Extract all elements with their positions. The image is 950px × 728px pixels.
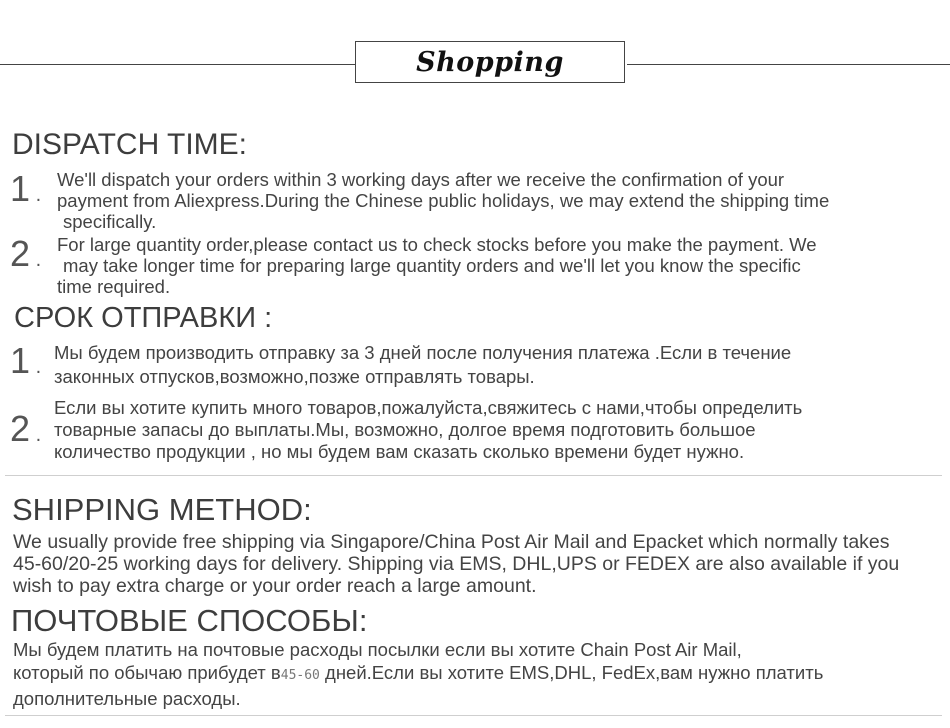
dispatch-ru-item-1-text xyxy=(54,341,791,389)
shipping-ru-heading: ПОЧТОВЫЕ СПОСОБЫ: xyxy=(11,603,368,638)
shipping-en-line-1: We usually provide free shipping via Singapore/China Post Air Mail and Epacket which normally takes xyxy=(13,531,890,553)
shipping-en-line-2: 45-60/20-25 working days for delivery. Shipping via EMS, DHL,UPS or FEDEX are also available if you xyxy=(13,553,900,575)
shipping-ru-line-2 xyxy=(13,661,823,687)
shipping-ru-line-2-start: который по обычаю прибудет в xyxy=(13,662,281,683)
section-divider-2 xyxy=(5,715,942,716)
dispatch-ru-item-2-text xyxy=(54,397,802,463)
dispatch-ru-item-2-line-3: количество продукции , но мы будем вам сказать сколько времени будет нужно. xyxy=(54,441,745,462)
dispatch-en-item-1-line-2: payment from Aliexpress.During the Chinese public holidays, we may extend the shipping time xyxy=(57,190,830,211)
dispatch-en-item-1-line-1: We'll dispatch your orders within 3 working days after we receive the confirmation of your xyxy=(57,169,785,190)
dispatch-ru-item-1-line-2: законных отпусков,возможно,позже отправлять товары. xyxy=(54,366,535,387)
shipping-ru-line-3: дополнительные расходы. xyxy=(13,688,241,709)
shipping-en-heading: SHIPPING METHOD: xyxy=(12,492,312,527)
dispatch-en-item-1-text xyxy=(57,169,829,232)
list-number-dot: . xyxy=(30,184,42,206)
dispatch-en-item-2-line-1: For large quantity order,please contact us to check stocks before you make the payment. We xyxy=(57,234,817,255)
list-number-dot: . xyxy=(30,249,42,271)
dispatch-en-item-1-number: 1 . xyxy=(10,168,42,209)
dispatch-en-heading: DISPATCH TIME: xyxy=(12,128,248,161)
shipping-en-line-3: wish to pay extra charge or your order reach a large amount. xyxy=(13,575,537,597)
banner-rule-right xyxy=(627,64,950,65)
dispatch-ru-item-1-line-1: Мы будем производить отправку за 3 дней после получения платежа .Если в течение xyxy=(54,342,792,363)
banner-title-box xyxy=(355,41,625,83)
dispatch-ru-item-2-number: 2 . xyxy=(10,408,42,449)
banner-rule-left xyxy=(0,64,355,65)
dispatch-en-item-2-text xyxy=(57,234,817,297)
page-title: Shopping xyxy=(416,46,564,78)
shipping-ru-line-1: Мы будем платить на почтовые расходы посылки если вы хотите Chain Post Air Mail, xyxy=(13,639,742,660)
section-divider-1 xyxy=(5,475,942,476)
shipping-ru-days-range: 45-60 xyxy=(280,668,320,683)
dispatch-ru-item-2-line-1: Если вы хотите купить много товаров,пожалуйста,свяжитесь с нами,чтобы определить xyxy=(54,397,803,418)
dispatch-en-item-2-line-2: may take longer time for preparing large quantity orders and we'll let you know the specific xyxy=(63,255,801,276)
dispatch-ru-item-2-line-2: товарные запасы до выплаты.Мы, возможно, долгое время подготовить большое xyxy=(54,419,756,440)
dispatch-ru-item-1-number: 1 . xyxy=(10,340,42,381)
dispatch-en-item-2-number: 2 . xyxy=(10,233,42,274)
list-number-dot: . xyxy=(30,424,42,446)
shipping-en-text xyxy=(13,531,899,597)
shipping-ru-text xyxy=(13,638,823,710)
dispatch-en-item-1-line-3: specifically. xyxy=(63,211,157,232)
dispatch-ru-heading: СРОК ОТПРАВКИ : xyxy=(14,302,273,334)
list-number-dot: . xyxy=(30,356,42,378)
dispatch-en-item-2-line-3: time required. xyxy=(57,276,171,297)
shipping-ru-line-2-end: дней.Если вы хотите EMS,DHL, FedEx,вам нужно платить xyxy=(319,662,824,683)
